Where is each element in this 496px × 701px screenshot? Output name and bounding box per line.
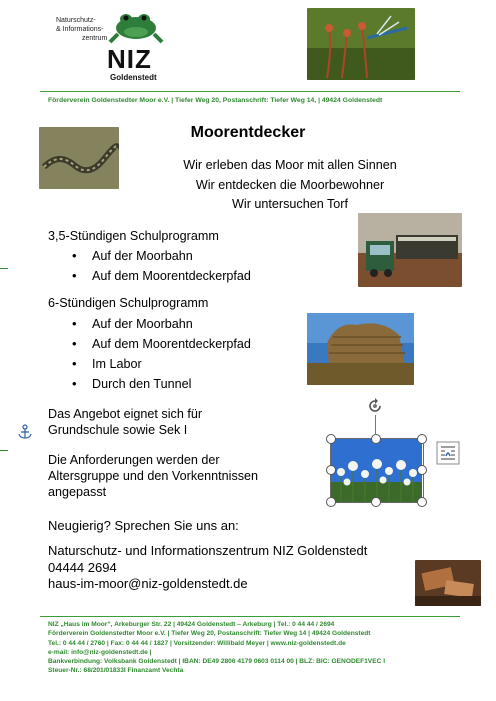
requirements-line-3: angepasst (48, 485, 107, 499)
sundew-dragonfly-photo (307, 8, 415, 80)
resize-handle-right[interactable] (417, 465, 427, 475)
intro-line-2: Wir entdecken die Moorbewohner (195, 177, 385, 192)
contact-phone: 04444 2694 (48, 559, 117, 575)
resize-handle-top-right[interactable] (417, 434, 427, 444)
logo-goldenstedt: Goldenstedt (110, 73, 157, 82)
list-item: • Auf der Moorbahn (72, 314, 251, 334)
anchor-icon[interactable] (17, 424, 33, 440)
footer-rule (40, 616, 460, 617)
image-selection-frame (330, 438, 424, 503)
logo-line-2: & Informations- (56, 26, 104, 33)
resize-handle-left[interactable] (326, 465, 336, 475)
resize-handle-top-left[interactable] (326, 434, 336, 444)
resize-handle-bottom-right[interactable] (417, 497, 427, 507)
footer-line-1: NIZ „Haus im Moor“, Arkeburger Str. 22 | 49424 Goldenstedt – Arkeburg | Tel.: 0 44 44 / 2694 (48, 621, 335, 628)
intro-line-3: Wir untersuchen Torf (232, 197, 348, 211)
offer-line-1: Das Angebot eignet sich für (48, 407, 203, 421)
peat-block-photo (415, 560, 481, 606)
offer-line-2: Grundschule sowie Sek I (48, 423, 188, 437)
header-address: Förderverein Goldenstedter Moor e.V. | Tiefer Weg 20, Postanschrift: Tiefer Weg 14, | 49424 Goldenstedt (48, 97, 383, 104)
peat-stack-photo (307, 313, 414, 385)
logo-text (56, 16, 107, 43)
footer-text (48, 620, 385, 676)
intro-lines (100, 156, 480, 215)
cta-text: Neugierig? Sprechen Sie uns an: (48, 518, 239, 533)
requirements-text (48, 452, 258, 500)
list-item: • Im Labor (72, 354, 251, 374)
frog-icon (108, 6, 164, 46)
requirements-line-2: Altersgruppe und den Vorkenntnissen (48, 469, 259, 483)
moor-train-photo (358, 213, 462, 287)
logo-niz: NIZ (107, 44, 152, 74)
rotate-handle-stem (375, 415, 376, 435)
program-1-list (72, 246, 251, 286)
footer-line-6: Steuer-Nr.: 68/201/01833I Finanzamt Vechta (48, 667, 184, 675)
program-2-list (72, 314, 251, 394)
footer-line-2: Förderverein Goldenstedter Moor e.V. | Tiefer Weg 20, Postanschrift: Tiefer Weg 14 | 49424 Goldenstedt (48, 630, 371, 638)
offer-text (48, 406, 202, 438)
header-rule (40, 91, 460, 92)
contact-email: haus-im-moor@niz-goldenstedt.de (48, 576, 248, 591)
contact-block (48, 543, 367, 593)
program-1-heading: 3,5-Stündigen Schulprogramm (48, 229, 219, 243)
page-title: Moorentdecker (190, 124, 306, 141)
resize-handle-bottom-left[interactable] (326, 497, 336, 507)
list-item: • Auf dem Moorentdeckerpfad (72, 334, 251, 354)
layout-options-icon[interactable] (436, 441, 460, 465)
footer-line-3: Tel.: 0 44 44 / 2760 | Fax: 0 44 44 / 1827 | Vorsitzender: Willibald Meyer | www.niz-goldenstedt.de (48, 639, 346, 647)
footer-line-5: Bankverbindung: Volksbank Goldenstedt | IBAN: DE49 2806 4179 0603 0114 00 | BLZ: BIC: GENODEF1VEC I (48, 658, 386, 666)
footer-line-4: e-mail: info@niz-goldenstedt.de | (48, 648, 152, 656)
list-item: • Auf der Moorbahn (72, 246, 251, 266)
margin-mark (0, 268, 8, 269)
program-2-heading: 6-Stündigen Schulprogramm (48, 296, 209, 310)
list-item: • Durch den Tunnel (72, 374, 251, 394)
list-item: • Auf dem Moorentdeckerpfad (72, 266, 251, 286)
logo-line-1: Naturschutz- (56, 17, 96, 24)
requirements-line-1: Die Anforderungen werden der (48, 453, 220, 467)
margin-mark (0, 450, 8, 451)
rotate-handle-icon[interactable] (366, 397, 384, 415)
logo-line-3: zentrum (82, 35, 108, 42)
resize-handle-top[interactable] (371, 434, 381, 444)
intro-line-1: Wir erleben das Moor mit allen Sinnen (183, 158, 397, 172)
contact-org: Naturschutz- und Informationszentrum NIZ Goldenstedt (48, 543, 368, 558)
resize-handle-bottom[interactable] (371, 497, 381, 507)
